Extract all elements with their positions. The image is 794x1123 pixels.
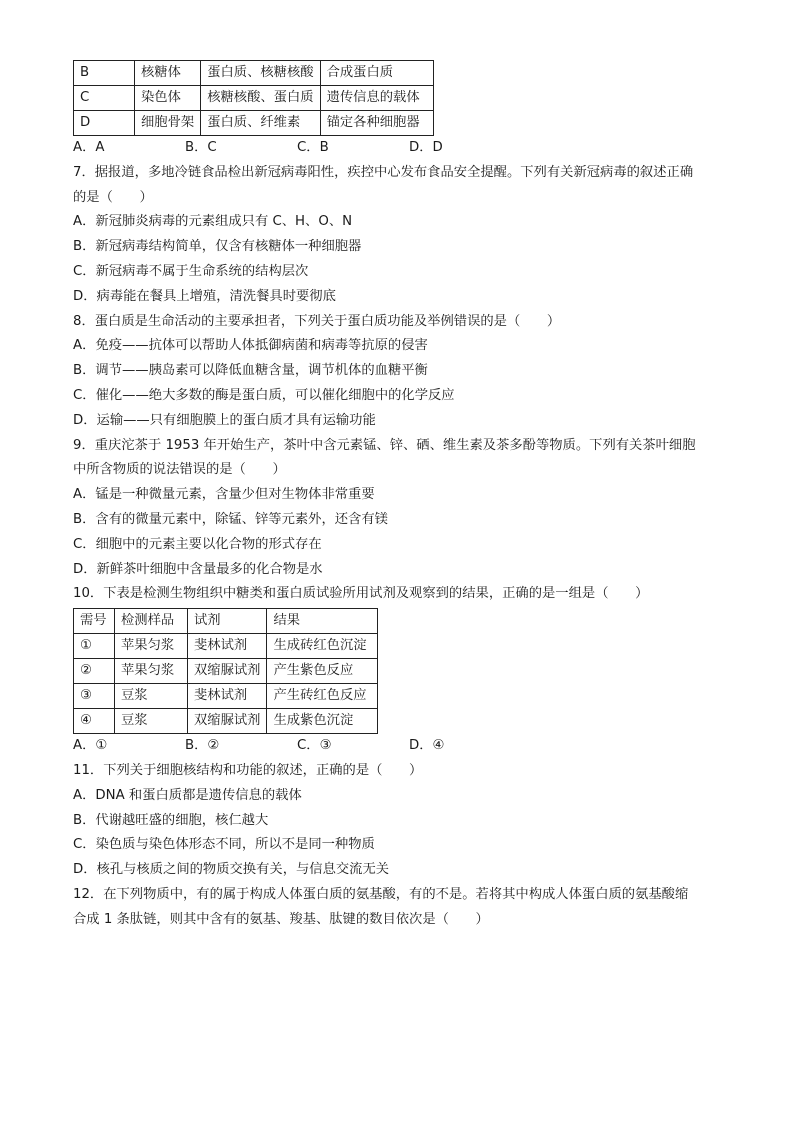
option-a: A．免疫——抗体可以帮助人体抵御病菌和病毒等抗原的侵害 <box>73 338 428 354</box>
question-9 <box>73 434 733 583</box>
table-cell: 染色体 <box>135 86 201 111</box>
question-10 <box>73 582 733 759</box>
question-stem: 7．据报道，多地冷链食品检出新冠病毒阳性，疾控中心发布食品安全提醒。下列有关新冠病毒的叙述正确 <box>73 164 694 180</box>
option-c: C．新冠病毒不属于生命系统的结构层次 <box>73 263 309 279</box>
option-b: B．② <box>185 738 220 754</box>
table-cell: 双缩脲试剂 <box>188 709 267 734</box>
option-c: C．催化——绝大多数的酶是蛋白质，可以催化细胞中的化学反应 <box>73 387 455 403</box>
question-8 <box>73 310 733 434</box>
table-cell: 苹果匀浆 <box>115 659 188 684</box>
table-row <box>74 111 434 136</box>
question-stem: 12．在下列物质中，有的属于构成人体蛋白质的氨基酸，有的不是。若将其中构成人体蛋白质的氨基酸缩 <box>73 886 689 902</box>
option-d: D．D <box>409 140 443 155</box>
option-c: C．细胞中的元素主要以化合物的形式存在 <box>73 536 322 552</box>
table-cell: 合成蛋白质 <box>320 61 433 86</box>
option-b: B．调节——胰岛素可以降低血糖含量，调节机体的血糖平衡 <box>73 363 428 379</box>
option-c: C．③ <box>297 738 332 754</box>
table-cell: 斐林试剂 <box>188 684 267 709</box>
option-a: A．新冠肺炎病毒的元素组成只有 C、H、O、N <box>73 214 353 230</box>
option-d: D．病毒能在餐具上增殖，清洗餐具时要彻底 <box>73 288 336 304</box>
table-cell: 豆浆 <box>115 684 188 709</box>
table-cell: ③ <box>74 684 115 709</box>
q10-options <box>73 734 733 759</box>
page-content <box>73 60 733 933</box>
question-11 <box>73 759 733 883</box>
table-cell: 斐林试剂 <box>188 634 267 659</box>
reagent-test-table <box>73 608 378 734</box>
table-cell: 蛋白质、核糖核酸 <box>201 61 320 86</box>
table-cell: 产生砖红色反应 <box>267 684 378 709</box>
question-stem-cont: 的是（ ） <box>73 189 153 205</box>
table-cell: 双缩脲试剂 <box>188 659 267 684</box>
option-a: A．① <box>73 738 108 754</box>
option-d: D．④ <box>409 738 445 754</box>
table-cell: ② <box>74 659 115 684</box>
table-cell: ① <box>74 634 115 659</box>
question-stem: 11．下列关于细胞核结构和功能的叙述，正确的是（ ） <box>73 762 423 778</box>
table-cell: 产生紫色反应 <box>267 659 378 684</box>
option-c: C．B <box>297 140 329 155</box>
option-d: D．新鲜茶叶细胞中含量最多的化合物是水 <box>73 561 323 577</box>
question-stem: 9．重庆沱茶于 1953 年开始生产，茶叶中含元素锰、锌、硒、维生素及茶多酚等物质。下列有关茶叶细胞 <box>73 437 696 453</box>
table-row <box>74 684 378 709</box>
table-cell: ④ <box>74 709 115 734</box>
table-cell: 生成紫色沉淀 <box>267 709 378 734</box>
table-row <box>74 86 434 111</box>
question-stem-cont: 合成 1 条肽链，则其中含有的氨基、羧基、肽键的数目依次是（ ） <box>73 911 489 927</box>
option-c: C．染色质与染色体形态不同，所以不是同一种物质 <box>73 837 375 853</box>
table-row <box>74 709 378 734</box>
table-cell: B <box>74 61 135 86</box>
option-b: B．新冠病毒结构简单，仅含有核糖体一种细胞器 <box>73 239 362 255</box>
question-12 <box>73 883 733 933</box>
table-header-row <box>74 609 378 634</box>
question-stem: 10．下表是检测生物组织中糖类和蛋白质试验所用试剂及观察到的结果，正确的是一组是（ ） <box>73 586 649 602</box>
column-header: 检测样品 <box>115 609 188 634</box>
table-cell: 苹果匀浆 <box>115 634 188 659</box>
option-d: D．运输——只有细胞膜上的蛋白质才具有运输功能 <box>73 412 376 428</box>
question-7 <box>73 161 733 310</box>
table-cell: C <box>74 86 135 111</box>
table-cell: 锚定各种细胞器 <box>320 111 433 136</box>
table-cell: 蛋白质、纤维素 <box>201 111 320 136</box>
option-a: A．DNA 和蛋白质都是遗传信息的载体 <box>73 787 302 803</box>
column-header: 需号 <box>74 609 115 634</box>
organelle-table <box>73 60 434 136</box>
table-row <box>74 634 378 659</box>
table-cell: 细胞骨架 <box>135 111 201 136</box>
table-cell: 核糖体 <box>135 61 201 86</box>
column-header: 结果 <box>267 609 378 634</box>
option-b: B．含有的微量元素中，除锰、锌等元素外，还含有镁 <box>73 511 388 527</box>
option-a: A．A <box>73 140 105 155</box>
question-stem: 8．蛋白质是生命活动的主要承担者，下列关于蛋白质功能及举例错误的是（ ） <box>73 313 561 329</box>
table-cell: D <box>74 111 135 136</box>
q6-options <box>73 136 733 161</box>
option-b: B．C <box>185 140 217 155</box>
table-cell: 生成砖红色沉淀 <box>267 634 378 659</box>
option-b: B．代谢越旺盛的细胞，核仁越大 <box>73 812 269 828</box>
table-cell: 遗传信息的载体 <box>320 86 433 111</box>
question-stem-cont: 中所含物质的说法错误的是（ ） <box>73 462 286 478</box>
table-row <box>74 659 378 684</box>
table-row <box>74 61 434 86</box>
table-cell: 核糖核酸、蛋白质 <box>201 86 320 111</box>
column-header: 试剂 <box>188 609 267 634</box>
option-a: A．锰是一种微量元素，含量少但对生物体非常重要 <box>73 487 375 503</box>
table-cell: 豆浆 <box>115 709 188 734</box>
option-d: D．核孔与核质之间的物质交换有关，与信息交流无关 <box>73 862 390 878</box>
